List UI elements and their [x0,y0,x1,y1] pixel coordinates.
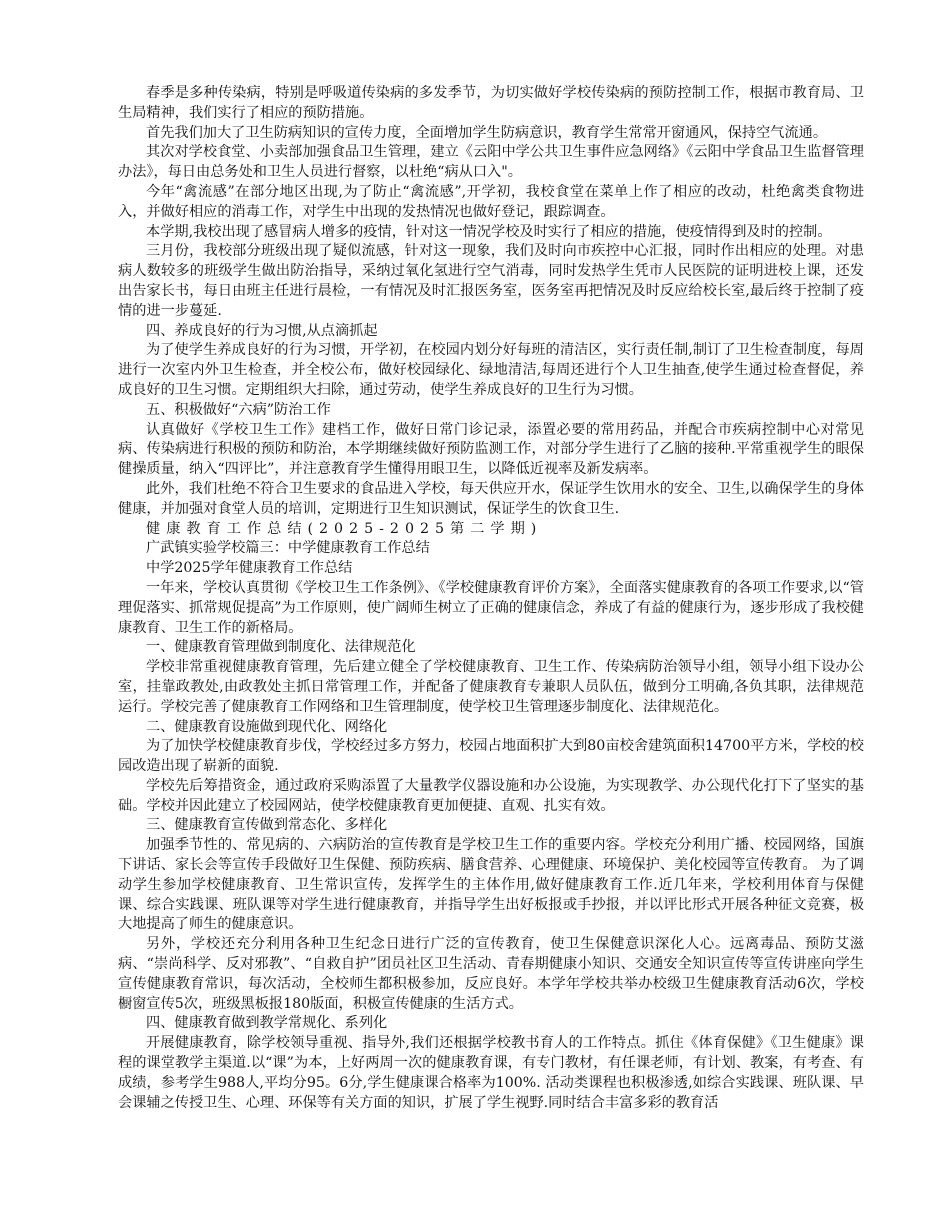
paragraph: 另外，学校还充分利用各种卫生纪念日进行广泛的宣传教育，使卫生保健意识深化人心。远离毒品、预防艾滋病、“崇尚科学、反对邪教”、“自救自护”团员社区卫生活动、青春期健康小知识、交通安全知识宣传等宣传讲座向学生宣传健康教育常识，每次活动，全校师生都积极参加，反应良好。本学年学校共举办校级卫生健康教育活动6次，学校橱窗宣传5次，班级黑板报180版面，积极宣传健康的生活方式。 [118,936,864,1012]
paragraph: 其次对学校食堂、小卖部加强食品卫生管理，建立《云阳中学公共卫生事件应急网络》《云阳中学食品卫生监督管理办法》，每日由总务处和卫生人员进行督察，以杜绝“病从口入"。 [118,144,864,181]
paragraph: 为了使学生养成良好的行为习惯，开学初，在校园内划分好每班的清洁区，实行责任制,制订了卫生检查制度，每周进行一次室内外卫生检查，并全校公布，做好校园绿化、绿地清洁,每周还进行个人卫生抽查,使学生通过检查督促，养成良好的卫生习惯。定期组织大扫除，通过劳动，使学生养成良好的卫生行为习惯。 [118,342,864,398]
paragraph: 开展健康教育，除学校领导重视、指导外,我们还根据学校教书育人的工作特点。抓住《体育保健》《卫生健康》课程的课堂教学主渠道.以“课”为本，上好两周一次的健康教育课，有专门教材，有任课老师，有计划、教案，有考查、有成绩，参考学生988人,平均分95。6分,学生健康课合格率为100%. 活动类课程也积极渗透,如综合实践课、班队课、早会课辅之传授卫生、心理、环保等有关方面的知识，扩展了学生视野.同时结合丰富多彩的教育活 [118,1035,864,1111]
paragraph: 本学期,我校出现了感冒病人增多的疫情，针对这一情况学校及时实行了相应的措施，使疫情得到及时的控制。 [146,223,832,240]
paragraph: 中学2025学年健康教育工作总结 [146,560,353,577]
paragraph: 春季是多种传染病，特别是呼吸道传染病的多发季节，为切实做好学校传染病的预防控制工作，根据市教育局、卫生局精神，我们实行了相应的预防措施。 [118,85,864,121]
paragraph: 三、健康教育宣传做到常态化、多样化 [146,817,388,834]
paragraph: 加强季节性的、常见病的、六病防治的宣传教育是学校卫生工作的重要内容。学校充分利用广播、校园网络，国旗下讲话、家长会等宣传手段做好卫生保健、预防疾病、膳食营养、心理健康、环境保护、美化校园等宣传教育。 为了调动学生参加学校健康教育、卫生常识宣传，发挥学生的主体作用,做好健康教育工作.近几年来，学校利用体育与保健课、综合实践课、班队课等对学生进行健康教育，并指导学生出好板报或手抄报，并以评比形式开展各种征文竞赛，极大地提高了师生的健康意识。 [118,837,864,933]
paragraph: 学校非常重视健康教育管理，先后建立健全了学校健康教育、卫生工作、传染病防治领导小组，领导小组下设办公室，挂靠政教处,由政教处主抓日常管理工作，并配备了健康教育专兼职人员队伍，做到分工明确,各负其职，法律规范运行。学校完善了健康教育工作网络和卫生管理制度，使学校卫生管理逐步制度化、法律规范化。 [118,659,864,715]
document-subtitle: 健康教育工作总结(2025-2025第二学期) [146,520,543,537]
paragraph: 一年来，学校认真贯彻《学校卫生工作条例》、《学校健康教育评价方案》，全面落实健康教育的各项工作要求,以“管理促落实、抓常规促提高”为工作原则，使广阔师生树立了正确的健康信念，养成了有益的健康行为，逐步形成了我校健康教育、卫生工作的新格局。 [118,579,864,636]
paragraph: 一、健康教育管理做到制度化、法律规范化 [146,639,416,656]
paragraph: 认真做好《学校卫生工作》建档工作，做好日常门诊记录，添置必要的常用药品，并配合市疾病控制中心对常见病、传染病进行积极的预防和防治，本学期继续做好预防监测工作，对部分学生进行了乙脑的接种.平常重视学生的眼保健操质量，纳入“四评比”，并注意教育学生懂得用眼卫生，以降低近视率及新发病率。 [118,421,864,478]
paragraph: 四、养成良好的行为习惯,从点滴抓起 [146,322,378,339]
paragraph: 学校先后筹措资金，通过政府采购添置了大量教学仪器设施和办公设施，为实现教学、办公现代化打下了坚实的基础。学校并因此建立了校园网站，使学校健康教育更加便捷、直观、扎实有效。 [118,777,864,814]
paragraph: 此外，我们杜绝不符合卫生要求的食品进入学校，每天供应开水，保证学生饮用水的安全、卫生,以确保学生的身体健康，并加强对食堂人员的培训，定期进行卫生知识测试，保证学生的饮食卫生. [118,480,864,517]
paragraph: 五、积极做好“六病”防治工作 [146,401,331,418]
paragraph: 二、健康教育设施做到现代化、网络化 [146,718,388,735]
paragraph: 为了加快学校健康教育步伐，学校经过多方努力，校园占地面积扩大到80亩校舍建筑面积14700平方米，学校的校园改造出现了崭新的面貌. [118,738,864,775]
paragraph: 三月份，我校部分班级出现了疑似流感，针对这一现象，我们及时向市疾控中心汇报，同时作出相应的处理。对患病人数较多的班级学生做出防治指导，采纳过氧化氢进行空气消毒，同时发热学生凭市人民医院的证明进校上课，还发出告家长书，每日由班主任进行晨检，一有情况及时汇报医务室，医务室再把情况及时反应给校长室,最后终于控制了疫情的进一步蔓延. [118,243,864,319]
paragraph: 广武镇实验学校篇三：中学健康教育工作总结 [146,540,430,557]
paragraph: 首先我们加大了卫生防病知识的宣传力度，全面增加学生防病意识，教育学生常常开窗通风，保持空气流通。 [146,124,828,141]
paragraph: 今年“禽流感”在部分地区出现,为了防止“禽流感”,开学初，我校食堂在菜单上作了相应的改动，杜绝禽类食物进入，并做好相应的消毒工作，对学生中出现的发热情况也做好登记，跟踪调查。 [118,183,864,220]
paragraph: 四、健康教育做到教学常规化、系列化 [146,1015,388,1032]
